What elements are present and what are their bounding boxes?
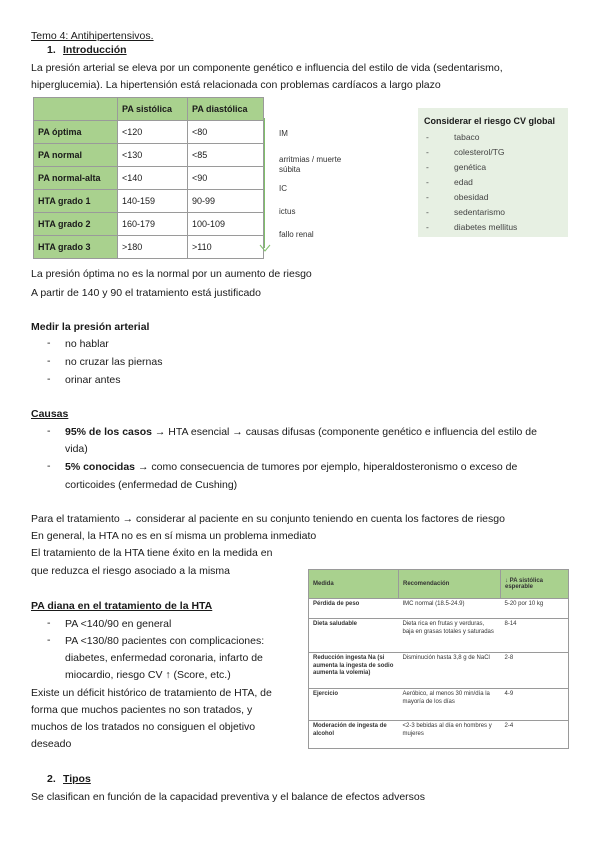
table-cell: 4-9 (501, 689, 569, 721)
header-cell: Medida (309, 570, 399, 599)
row-label: HTA grado 2 (34, 213, 118, 236)
header-cell: ↓ PA sistólica esperable (501, 570, 569, 599)
bullet-dash: - (47, 355, 51, 367)
cv-risk-box (418, 108, 568, 237)
list-item: - tabaco (426, 132, 480, 142)
table-header-row (309, 570, 569, 599)
table-cell: <140 (118, 167, 188, 190)
risk-item: fallo renal (279, 230, 314, 239)
table-cell: Ejercicio (309, 689, 399, 721)
risk-item: arritmias / muerte súbita (279, 155, 342, 174)
table-header-row (34, 98, 264, 121)
section-number: 2. (47, 773, 56, 785)
list-item-continuation: corticoides (enfermedad de Cushing) (65, 479, 238, 491)
table-row (309, 599, 569, 619)
row-label: HTA grado 1 (34, 190, 118, 213)
table-row (309, 689, 569, 721)
list-item: PA <130/80 pacientes con complicaciones: (65, 635, 265, 647)
table-cell: 2-4 (501, 721, 569, 749)
list-item: 5% conocidas → como consecuencia de tumores por ejemplo, hiperaldosteronismo o exceso de (65, 461, 518, 473)
list-item: no cruzar las piernas (65, 356, 163, 368)
bullet-dash: - (47, 337, 51, 349)
table-cell: <90 (188, 167, 264, 190)
paragraph-line: El tratamiento de la HTA tiene éxito en la medida en (31, 547, 273, 559)
row-label: PA normal-alta (34, 167, 118, 190)
medir-title: Medir la presión arterial (31, 321, 150, 333)
table-row (34, 236, 264, 259)
row-label: HTA grado 3 (34, 236, 118, 259)
paragraph-line: muchos de los tratados no consiguen el objetivo (31, 721, 256, 733)
bp-classification-table (33, 97, 264, 259)
table-cell: IMC normal (18.5-24.9) (399, 599, 501, 619)
table-cell: Pérdida de peso (309, 599, 399, 619)
bullet-dash: - (47, 460, 51, 472)
row-label: PA óptima (34, 121, 118, 144)
table-cell: Reducción ingesta Na (si aumenta la ingesta de sodio aumenta la volemia) (309, 653, 399, 689)
table-cell: Disminución hasta 3,8 g de NaCl (399, 653, 501, 689)
table-cell: <2-3 bebidas al día en hombres y mujeres (399, 721, 501, 749)
table-cell: 160-179 (118, 213, 188, 236)
list-item: - genética (426, 162, 487, 172)
table-cell: Dieta rica en frutas y verduras, baja en grasas totales y saturadas (399, 619, 501, 653)
table-cell: <85 (188, 144, 264, 167)
bullet-dash: - (47, 617, 51, 629)
risk-item: IC (279, 184, 287, 193)
table-cell: 90-99 (188, 190, 264, 213)
table-cell: <120 (118, 121, 188, 144)
causas-title: Causas (31, 408, 69, 420)
table-row (309, 721, 569, 749)
list-item: - obesidad (426, 192, 489, 202)
table-cell: 140-159 (118, 190, 188, 213)
intro-line-2: hiperglucemia). La hipertensión está relacionada con problemas cardíacos a largo plazo (31, 79, 441, 91)
lifestyle-measures-table (308, 569, 569, 749)
down-arrow-icon (259, 244, 271, 254)
table-cell: 100-109 (188, 213, 264, 236)
table-cell: Aeróbico, al menos 30 min/día la mayoría de los días (399, 689, 501, 721)
table-row (309, 619, 569, 653)
table-row (309, 653, 569, 689)
table-row (34, 121, 264, 144)
risk-bracket (264, 118, 271, 248)
list-item: orinar antes (65, 374, 121, 386)
section-number: 1. (47, 44, 56, 56)
table-cell: <130 (118, 144, 188, 167)
list-item: PA <140/90 en general (65, 618, 172, 630)
paragraph-line: Para el tratamiento → considerar al paciente en su conjunto teniendo en cuenta los factores de riesgo (31, 513, 505, 525)
paragraph-line: A partir de 140 y 90 el tratamiento está justificado (31, 287, 261, 299)
row-label: PA normal (34, 144, 118, 167)
header-cell (34, 98, 118, 121)
list-item-continuation: miocardio, riesgo CV ↑ (Score, etc.) (65, 669, 231, 681)
list-item: - colesterol/TG (426, 147, 505, 157)
cv-risk-title: Considerar el riesgo CV global (424, 116, 556, 126)
table-row (34, 144, 264, 167)
paragraph-line: Existe un déficit histórico de tratamiento de HTA, de (31, 687, 272, 699)
bullet-dash: - (47, 373, 51, 385)
section-title: Tipos (63, 773, 91, 785)
table-cell: Moderación de ingesta de alcohol (309, 721, 399, 749)
bullet-dash: - (47, 425, 51, 437)
table-cell: Dieta saludable (309, 619, 399, 653)
table-row (34, 213, 264, 236)
paragraph-line: Se clasifican en función de la capacidad preventiva y el balance de efectos adversos (31, 791, 425, 803)
table-row (34, 167, 264, 190)
paragraph-line: que reduzca el riesgo asociado a la misma (31, 565, 231, 577)
table-cell: 5-20 por 10 kg (501, 599, 569, 619)
diana-title: PA diana en el tratamiento de la HTA (31, 600, 213, 612)
table-cell: >110 (188, 236, 264, 259)
document-heading: Temo 4: Antihipertensivos. (31, 30, 154, 42)
paragraph-line: La presión óptima no es la normal por un aumento de riesgo (31, 268, 312, 280)
table-cell: 2-8 (501, 653, 569, 689)
header-cell: Recomendación (399, 570, 501, 599)
table-cell: 8-14 (501, 619, 569, 653)
list-item: no hablar (65, 338, 109, 350)
table-cell: >180 (118, 236, 188, 259)
paragraph-line: En general, la HTA no es en sí misma un problema inmediato (31, 530, 317, 542)
list-item-continuation: vida) (65, 443, 88, 455)
risk-item: IM (279, 129, 288, 138)
list-item-continuation: diabetes, enfermedad coronaria, infarto de (65, 652, 263, 664)
header-cell: PA diastólica (188, 98, 264, 121)
paragraph-line: deseado (31, 738, 72, 750)
list-item: 95% de los casos → HTA esencial → causas difusas (componente genético e influencia del estilo de (65, 426, 537, 438)
table-cell: <80 (188, 121, 264, 144)
header-cell: PA sistólica (118, 98, 188, 121)
list-item: - diabetes mellitus (426, 222, 518, 232)
section-title: Introducción (63, 44, 127, 56)
list-item: - edad (426, 177, 473, 187)
table-row (34, 190, 264, 213)
intro-line-1: La presión arterial se eleva por un componente genético e influencia del estilo de vida (sedentarismo, (31, 62, 503, 74)
risk-item: ictus (279, 207, 296, 216)
list-item: - sedentarismo (426, 207, 506, 217)
paragraph-line: forma que muchos pacientes no son tratados, y (31, 704, 253, 716)
bullet-dash: - (47, 634, 51, 646)
